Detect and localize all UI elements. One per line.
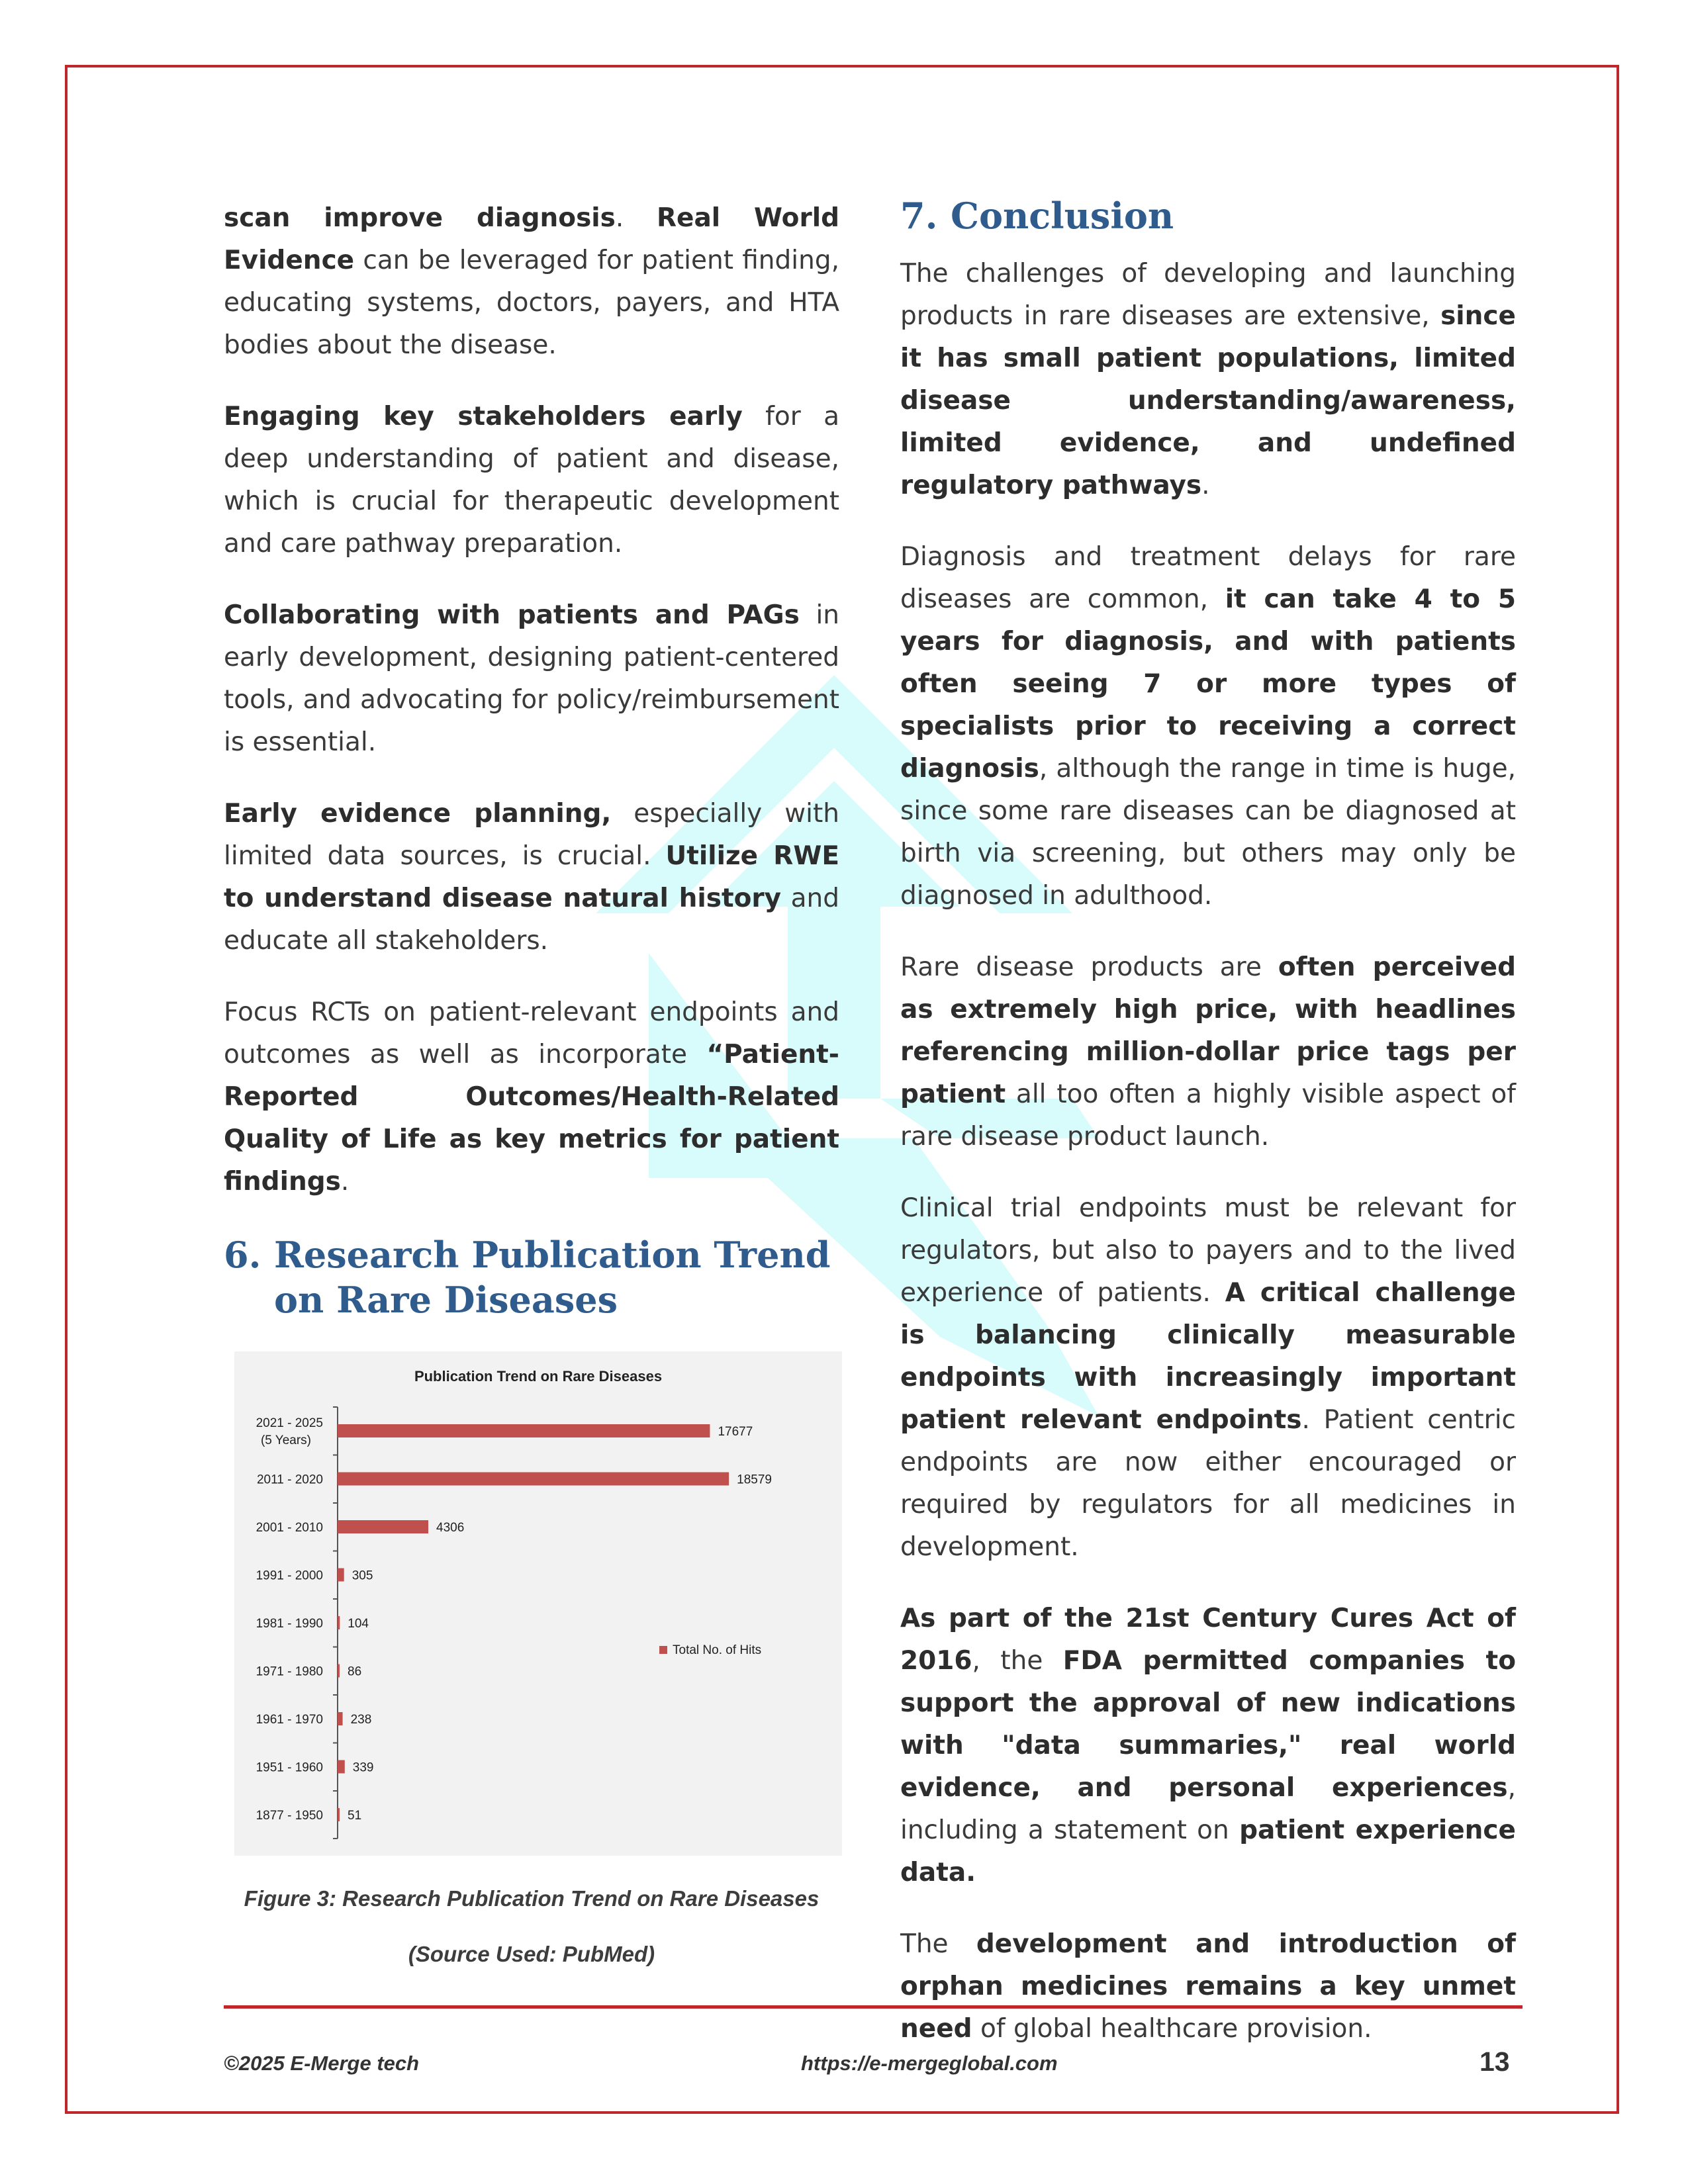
- bold-text: it can take 4 to 5 years for diagnosis, and with patients often seeing 7 or more types of specialists prior to receiving a correct diagnosis: [900, 584, 1516, 784]
- bold-text: since it has small patient populations, limited disease understanding/awareness, limited evidence, and undefined regulatory pathways: [900, 301, 1516, 500]
- right-paragraph: [900, 946, 1516, 1158]
- text-run: can be leveraged for patient finding, educating systems, doctors, payers, and HTA bodies about the disease.: [224, 246, 839, 360]
- data-label: 86: [348, 1664, 362, 1679]
- left-paragraph: [224, 594, 839, 764]
- left-column: [224, 197, 839, 1967]
- data-label: 51: [348, 1809, 362, 1823]
- bold-text: development and introduction of orphan medicines remains a key unmet need: [900, 1929, 1516, 2044]
- data-label: 17677: [718, 1425, 753, 1439]
- section-title: Research Publication Trend on Rare Diseases: [274, 1234, 831, 1321]
- category-label: 1991 - 2000: [256, 1569, 323, 1583]
- footer-copyright: ©2025 E-Merge tech: [224, 2052, 420, 2075]
- chart-title: Publication Trend on Rare Diseases: [414, 1368, 663, 1385]
- category-label: 1951 - 1960: [256, 1760, 323, 1775]
- section-title: Conclusion: [951, 195, 1174, 237]
- data-label: 238: [350, 1713, 372, 1727]
- legend-swatch: [659, 1646, 667, 1654]
- figure-caption: Figure 3: Research Publication Trend on Rare Diseases: [244, 1886, 820, 1911]
- figure-source: (Source Used: PubMed): [408, 1942, 655, 1966]
- text-run: Clinical trial endpoints must be relevant for regulators, but also to payers and to the lived experience of patients.: [900, 1193, 1516, 1308]
- text-run: for a deep understanding of patient and disease, which is crucial for therapeutic development and care pathway preparation.: [224, 402, 839, 559]
- category-label: 1877 - 1950: [256, 1809, 323, 1823]
- text-run: especially with limited data sources, is crucial.: [224, 799, 840, 871]
- bold-text: Engaging key stakeholders early: [224, 402, 743, 432]
- bold-text: FDA permitted companies to support the approval of new indications with "data summaries," real world evidence, and personal experiences: [900, 1646, 1516, 1803]
- bold-text: As part of the 21st Century Cures Act of 2016: [900, 1604, 1516, 1676]
- bold-text: Utilize RWE to understand disease natural history: [224, 841, 839, 913]
- bar: [338, 1760, 345, 1774]
- bold-text: A critical challenge is balancing clinically measurable endpoints with increasingly important patient relevant endpoints: [900, 1278, 1516, 1435]
- bar: [338, 1473, 729, 1486]
- publication-trend-chart: [234, 1351, 842, 1856]
- data-label: 305: [352, 1569, 373, 1583]
- section-7-heading: [900, 193, 1516, 238]
- category-label: 2021 - 2025 (5 Years): [256, 1416, 323, 1447]
- data-label: 18579: [737, 1473, 772, 1487]
- bar: [338, 1424, 710, 1437]
- bar: [338, 1712, 343, 1725]
- bar: [338, 1520, 428, 1533]
- right-paragraph: [900, 253, 1516, 507]
- category-label: 1981 - 1990: [256, 1617, 323, 1631]
- bold-text: Collaborating with patients and PAGs: [224, 600, 800, 630]
- left-paragraphs: [224, 197, 839, 1203]
- right-paragraph: [900, 1923, 1516, 2050]
- right-paragraphs: [900, 253, 1516, 2050]
- data-label: 339: [352, 1760, 374, 1775]
- right-paragraph: [900, 1598, 1516, 1894]
- left-paragraph: [224, 991, 839, 1203]
- bold-text: often perceived as extremely high price, with headlines referencing million-dollar price tags per patient: [900, 952, 1516, 1109]
- bold-text: Early evidence planning,: [224, 799, 612, 829]
- text-run: , although the range in time is huge, since some rare diseases can be diagnosed at birth via screening, but others may only be diagnosed in adulthood.: [900, 754, 1516, 911]
- footer-rule: [224, 2005, 1523, 2009]
- text-run: Rare disease products are: [900, 952, 1278, 982]
- bar: [338, 1569, 344, 1582]
- text-run: The challenges of developing and launching products in rare diseases are extensive,: [900, 259, 1516, 331]
- section-number: 7.: [900, 195, 938, 237]
- text-run: .: [340, 1167, 350, 1197]
- legend-label: Total No. of Hits: [673, 1643, 762, 1657]
- text-run: in early development, designing patient-centered tools, and advocating for policy/reimbursement is essential.: [224, 600, 839, 757]
- footer-url-link[interactable]: https://e-mergeglobal.com: [801, 2052, 1058, 2075]
- text-run: all too often a highly visible aspect of rare disease product launch.: [900, 1079, 1516, 1152]
- left-paragraph: [224, 197, 839, 367]
- right-paragraph: [900, 1187, 1516, 1569]
- text-run: of global healthcare provision.: [972, 2014, 1372, 2044]
- text-run: . Patient centric endpoints are now either encouraged or required by regulators for all medicines in development.: [900, 1405, 1516, 1562]
- page-number: 13: [1479, 2046, 1510, 2077]
- text-run: The: [900, 1929, 976, 1959]
- right-paragraph: [900, 536, 1516, 917]
- text-run: Focus RCTs on patient-relevant endpoints and outcomes as well as incorporate: [224, 997, 839, 1069]
- bold-text: “Patient-Reported Outcomes/Health-Related Quality of Life as key metrics for patient findings: [224, 1040, 839, 1197]
- bar-chart-svg: [234, 1351, 842, 1856]
- left-paragraph: [224, 793, 839, 962]
- category-label: 2011 - 2020: [256, 1473, 323, 1487]
- text-run: .: [615, 203, 657, 233]
- text-run: and educate all stakeholders.: [224, 884, 839, 956]
- bold-text: scan improve diagnosis: [224, 203, 616, 233]
- bar: [338, 1616, 340, 1629]
- category-label: 1961 - 1970: [256, 1713, 323, 1727]
- bold-text: Real World Evidence: [224, 203, 839, 275]
- text-run: .: [1201, 471, 1210, 500]
- bar: [338, 1808, 340, 1821]
- bold-text: patient experience data.: [900, 1815, 1517, 1888]
- section-number: 6.: [224, 1234, 261, 1276]
- data-label: 104: [348, 1617, 369, 1631]
- left-paragraph: [224, 396, 839, 565]
- right-column: [900, 197, 1516, 2079]
- section-6-heading: [224, 1232, 839, 1322]
- text-run: , including a statement on: [900, 1773, 1516, 1845]
- text-run: , the: [972, 1646, 1063, 1676]
- text-run: Diagnosis and treatment delays for rare diseases are common,: [900, 542, 1516, 614]
- data-label: 4306: [436, 1521, 465, 1535]
- category-label: 2001 - 2010: [256, 1521, 323, 1535]
- bar: [338, 1664, 340, 1678]
- category-label: 1971 - 1980: [256, 1664, 323, 1679]
